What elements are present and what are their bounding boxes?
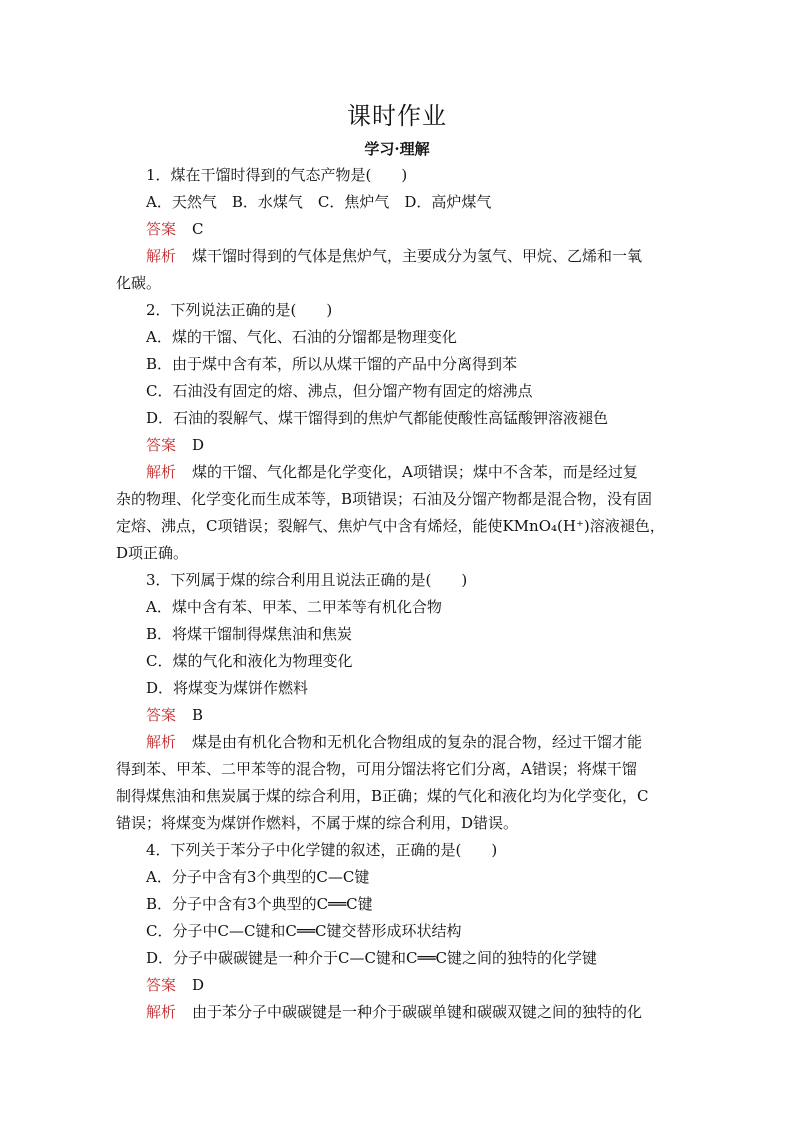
- q2-analysis-line-2: 杂的物理、化学变化而生成苯等，B项错误；石油及分馏产物都是混合物，没有固: [116, 490, 653, 508]
- section-subtitle: 学习·理解: [364, 140, 430, 158]
- q3-question: 3．下列属于煤的综合利用且说法正确的是( ): [146, 571, 468, 589]
- q1-analysis-cont: 化碳。: [116, 274, 162, 292]
- q3-option-a: A．煤中含有苯、甲苯、二甲苯等有机化合物: [146, 598, 442, 616]
- analysis-text: 煤干馏时得到的气体是焦炉气，主要成分为氢气、甲烷、乙烯和一氧: [192, 247, 643, 265]
- q4-option-a: A．分子中含有3个典型的C—C键: [146, 868, 370, 886]
- answer-label: 答案: [146, 706, 177, 724]
- q2-option-d: D．石油的裂解气、煤干馏得到的焦炉气都能使酸性高锰酸钾溶液褪色: [146, 409, 609, 427]
- q4-option-d: D．分子中碳碳键是一种介于C—C键和C══C键之间的独特的化学键: [146, 949, 597, 967]
- q4-analysis: [146, 1002, 642, 1022]
- page-title: 课时作业: [347, 102, 447, 130]
- q3-analysis-line-4: 错误；将煤变为煤饼作燃料，不属于煤的综合利用，D错误。: [116, 814, 519, 832]
- analysis-label: 解析: [146, 1003, 177, 1021]
- q2-option-b: B．由于煤中含有苯，所以从煤干馏的产品中分离得到苯: [146, 355, 518, 373]
- q3-answer: [146, 705, 203, 725]
- analysis-text: 煤是由有机化合物和无机化合物组成的复杂的混合物，经过干馏才能: [192, 733, 643, 751]
- answer-value: D: [192, 976, 205, 994]
- analysis-text: 煤的干馏、气化都是化学变化，A项错误；煤中不含苯，而是经过复: [192, 463, 638, 481]
- q4-option-c: C．分子中C—C键和C══C键交替形成环状结构: [146, 922, 462, 940]
- answer-label: 答案: [146, 976, 177, 994]
- q2-analysis-line-4: D项正确。: [116, 544, 189, 562]
- q3-analysis-line-2: 得到苯、甲苯、二甲苯等的混合物，可用分馏法将它们分离，A错误；将煤干馏: [116, 760, 637, 778]
- answer-value: B: [192, 706, 204, 724]
- answer-label: 答案: [146, 436, 177, 454]
- q4-answer: [146, 975, 204, 995]
- q3-option-d: D．将煤变为煤饼作燃料: [146, 679, 309, 697]
- q4-option-b: B．分子中含有3个典型的C══C键: [146, 895, 373, 913]
- analysis-label: 解析: [146, 247, 177, 265]
- q1-options: A．天然气 B．水煤气 C．焦炉气 D．高炉煤气: [146, 193, 492, 211]
- q3-option-c: C．煤的气化和液化为物理变化: [146, 652, 353, 670]
- analysis-text: 由于苯分子中碳碳键是一种介于碳碳单键和碳碳双键之间的独特的化: [192, 1003, 643, 1021]
- q3-analysis: [146, 732, 642, 752]
- q3-option-b: B．将煤干馏制得煤焦油和焦炭: [146, 625, 353, 643]
- answer-value: C: [192, 220, 204, 238]
- answer-label: 答案: [146, 220, 177, 238]
- answer-value: D: [192, 436, 205, 454]
- q1-analysis: [146, 246, 642, 266]
- q2-question: 2．下列说法正确的是( ): [146, 301, 333, 319]
- analysis-label: 解析: [146, 463, 177, 481]
- q1-question: 1．煤在干馏时得到的气态产物是( ): [146, 166, 408, 184]
- q2-answer: [146, 435, 204, 455]
- q1-answer: [146, 219, 204, 239]
- q2-analysis: [146, 462, 638, 482]
- q4-question: 4．下列关于苯分子中化学键的叙述，正确的是( ): [146, 841, 498, 859]
- q2-option-a: A．煤的干馏、气化、石油的分馏都是物理变化: [146, 328, 457, 346]
- analysis-label: 解析: [146, 733, 177, 751]
- q3-analysis-line-3: 制得煤焦油和焦炭属于煤的综合利用，B正确；煤的气化和液化均为化学变化，C: [116, 787, 649, 805]
- q2-analysis-line-3: 定熔、沸点，C项错误；裂解气、焦炉气中含有烯烃，能使KMnO₄(H⁺)溶液褪色，: [116, 517, 665, 535]
- q2-option-c: C．石油没有固定的熔、沸点，但分馏产物有固定的熔沸点: [146, 382, 533, 400]
